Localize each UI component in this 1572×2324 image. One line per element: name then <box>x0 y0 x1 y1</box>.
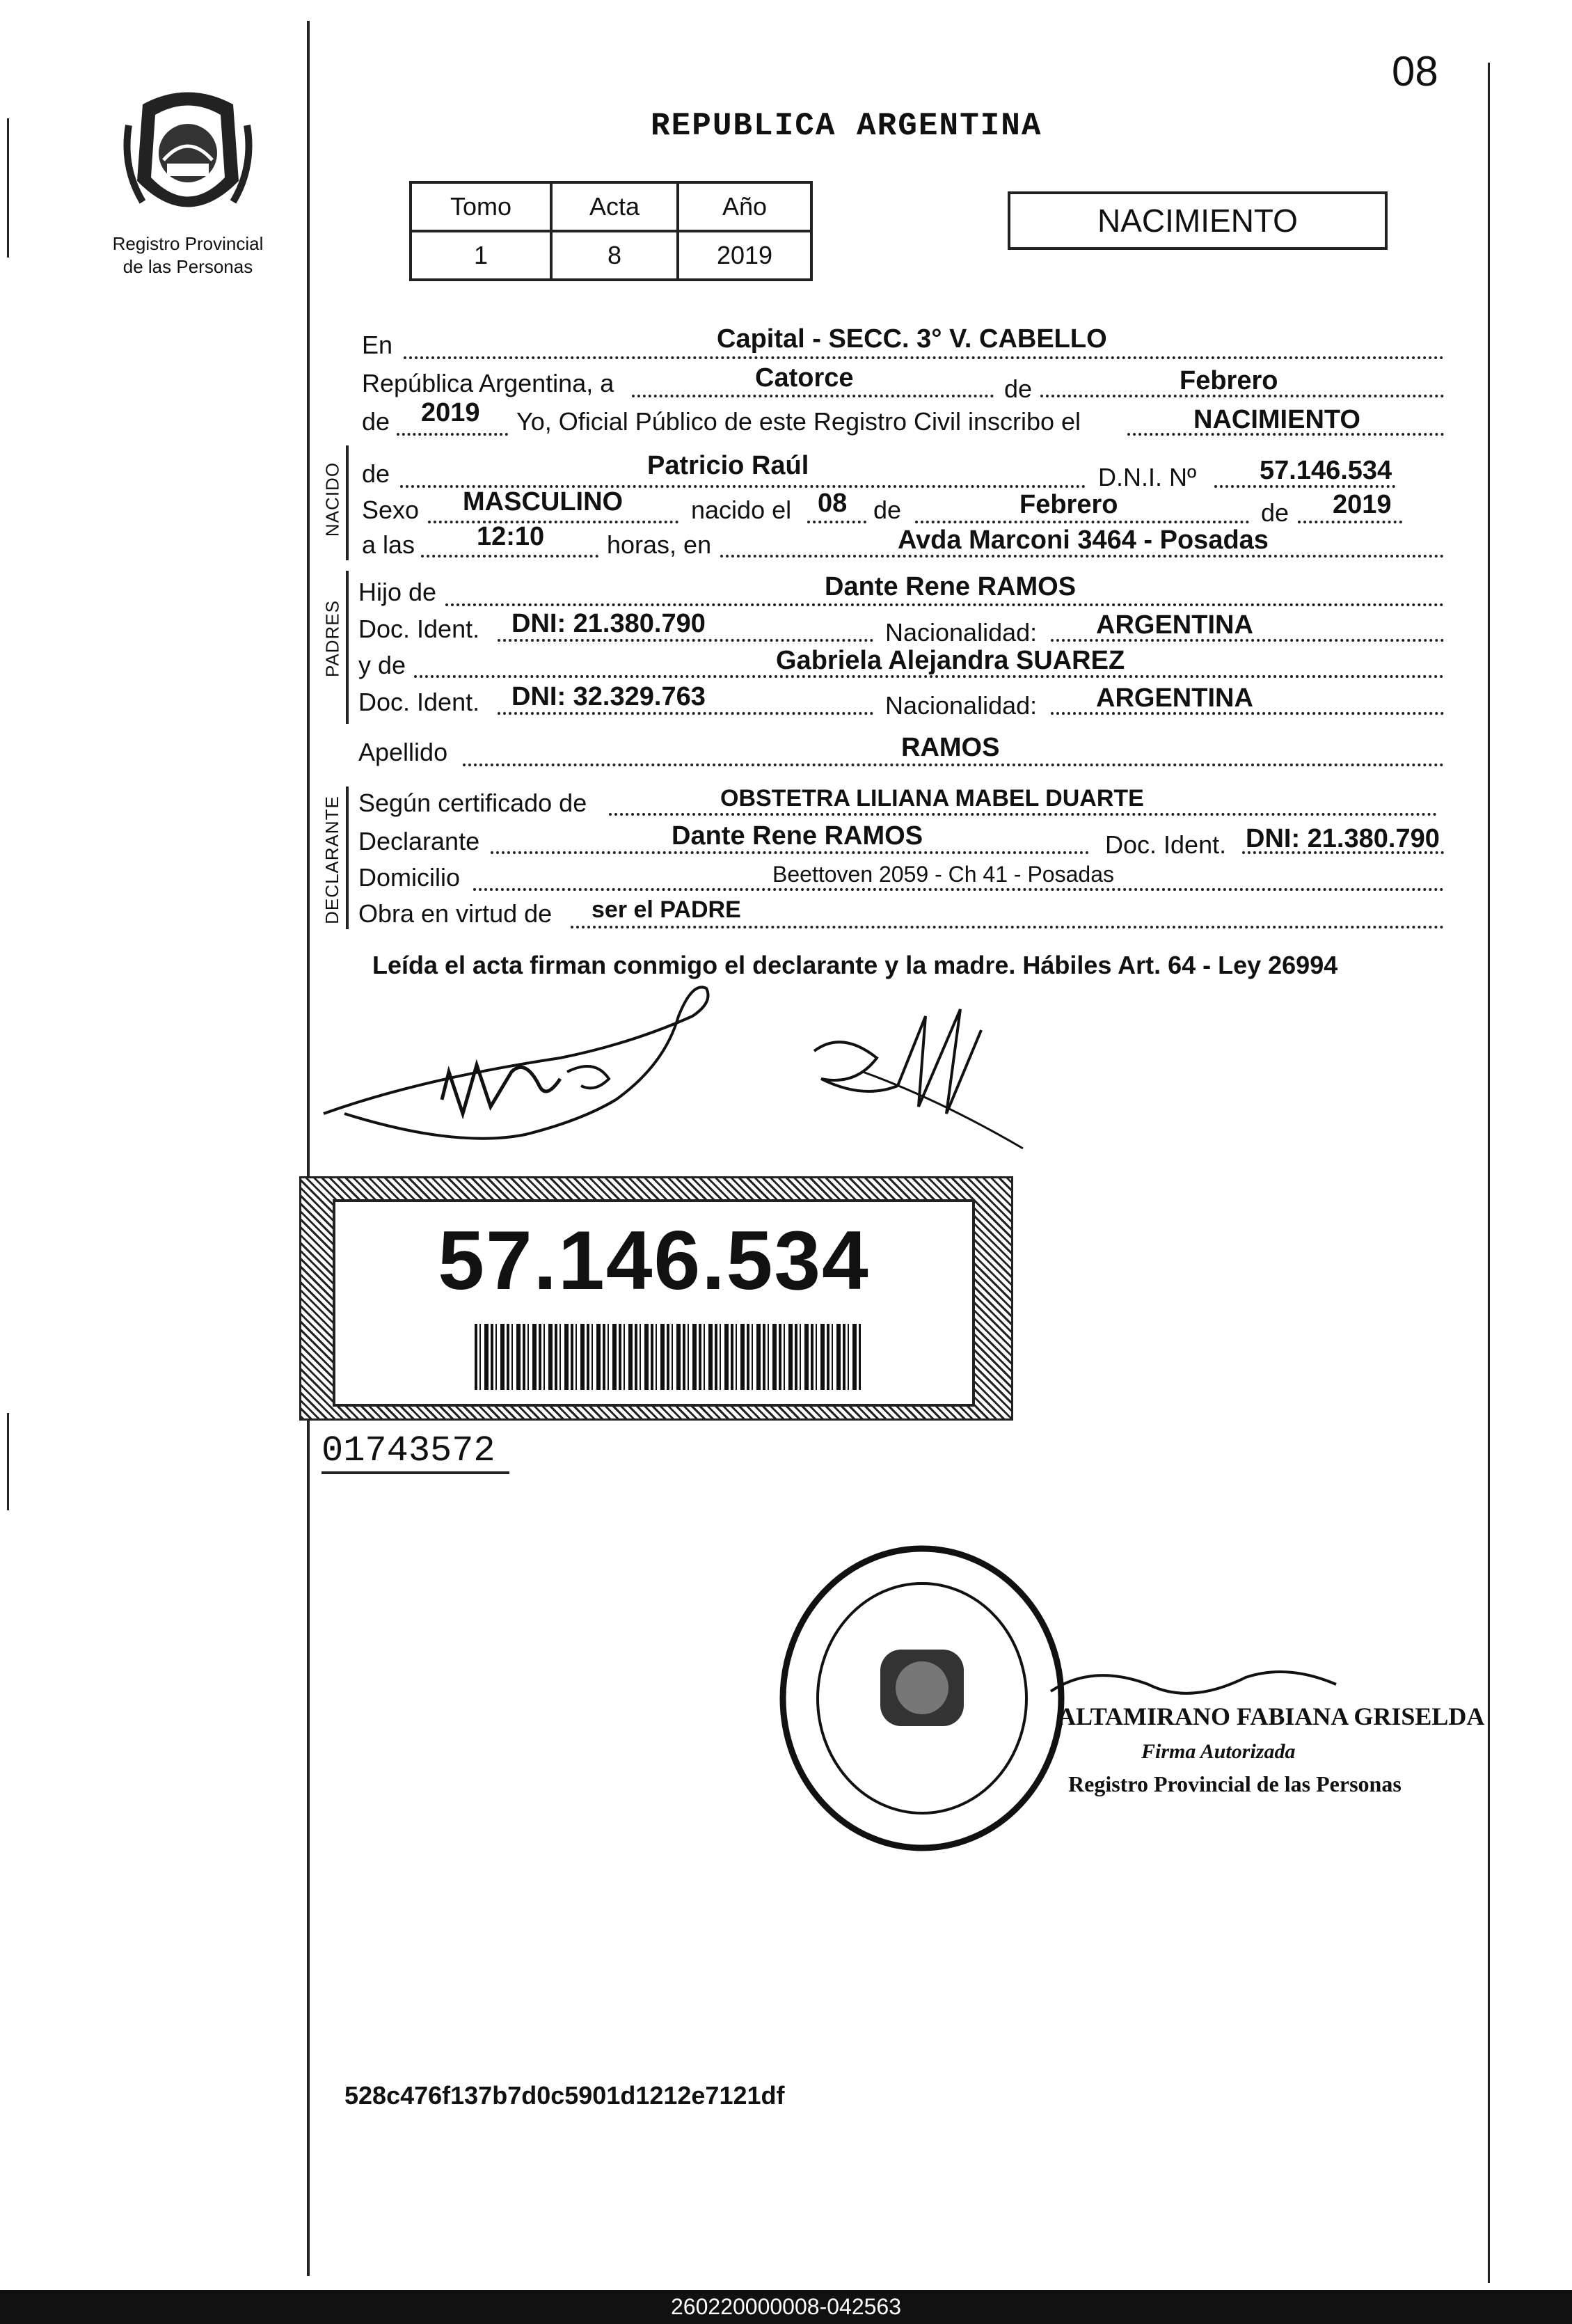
nac1-value: ARGENTINA <box>1096 610 1253 640</box>
sexo-value: MASCULINO <box>463 487 624 516</box>
footer-code: 260220000008-042563 <box>671 2294 901 2319</box>
en-value: Capital - SECC. 3° V. CABELLO <box>717 324 1107 354</box>
doc1-dots <box>498 639 873 642</box>
anio-dots <box>397 433 508 436</box>
doc1-label: Doc. Ident. <box>358 615 480 643</box>
logo-caption-line2: de las Personas <box>122 256 253 277</box>
table-value-anio: 2019 <box>678 231 811 280</box>
dni-label: D.N.I. Nº <box>1098 463 1197 491</box>
table-header-anio: Año <box>678 182 811 231</box>
nac2-label: Nacionalidad: <box>885 691 1038 720</box>
doc2-dots <box>498 712 873 715</box>
side-label-padres: PADRES <box>321 600 343 677</box>
right-border-line <box>1488 63 1490 2283</box>
nombre-label: de <box>362 459 390 488</box>
declarante-label: Declarante <box>358 827 480 855</box>
mes-value: Febrero <box>1180 366 1278 395</box>
alas-label: a las <box>362 530 415 559</box>
apellido-dots <box>463 764 1444 766</box>
closing-note: Leída el acta firman conmigo el declarante y la madre. Hábiles Art. 64 - Ley 26994 <box>372 951 1338 979</box>
en-dots <box>404 356 1444 359</box>
nac1-label: Nacionalidad: <box>885 618 1038 647</box>
page-number: 08 <box>1392 48 1438 95</box>
obra-label: Obra en virtud de <box>358 899 553 928</box>
header-title: REPUBLICA ARGENTINA <box>651 108 1042 144</box>
nac-dia-value: 08 <box>818 489 848 518</box>
nombre-value: Patricio Raúl <box>647 451 809 480</box>
official-stamp <box>776 1542 1068 1855</box>
dni-label-number: 57.146.534 <box>438 1214 870 1307</box>
record-type: NACIMIENTO <box>1097 203 1298 239</box>
table-value-tomo: 1 <box>411 231 551 280</box>
padre-dots <box>445 603 1444 606</box>
en-label: En <box>362 331 393 359</box>
record-table <box>409 181 813 281</box>
margin-line <box>307 21 310 2276</box>
republica-label: República Argentina, a <box>362 369 614 397</box>
declarant-signature <box>317 974 748 1155</box>
nac-de2-label: de <box>1261 498 1289 527</box>
left-edge-mark-2 <box>7 1413 9 1510</box>
hijo-label: Hijo de <box>358 578 437 606</box>
declarante-dots <box>491 851 1089 854</box>
decl-doc-value: DNI: 21.380.790 <box>1246 824 1440 853</box>
doc2-label: Doc. Ident. <box>358 688 480 716</box>
doc2-value: DNI: 32.329.763 <box>511 682 706 711</box>
dni-value: 57.146.534 <box>1260 456 1392 485</box>
domicilio-label: Domicilio <box>358 863 461 892</box>
authority-role: Firma Autorizada <box>1141 1740 1296 1763</box>
hora-value: 12:10 <box>477 522 545 551</box>
yde-label: y de <box>358 651 406 679</box>
side-label-nacido: NACIDO <box>321 461 343 537</box>
domicilio-dots <box>473 888 1444 891</box>
apellido-label: Apellido <box>358 738 448 766</box>
oficial-text: Yo, Oficial Público de este Registro Civil inscribo el <box>516 407 1081 436</box>
table-value-acta: 8 <box>551 231 678 280</box>
footer-bar <box>0 2290 1572 2324</box>
record-type-box <box>1008 191 1388 250</box>
left-edge-mark <box>7 118 9 258</box>
hash-code: 528c476f137b7d0c5901d1212e7121df <box>344 2081 785 2110</box>
authority-office: Registro Provincial de las Personas <box>1068 1771 1402 1796</box>
certificado-dots <box>609 813 1437 816</box>
lugar-value: Avda Marconi 3464 - Posadas <box>898 525 1269 555</box>
nac-anio-value: 2019 <box>1333 490 1392 519</box>
dni-label-inner <box>333 1199 975 1407</box>
apellido-value: RAMOS <box>901 733 1000 762</box>
certificado-value: OBSTETRA LILIANA MABEL DUARTE <box>720 785 1144 812</box>
nacido-el-label: nacido el <box>691 496 792 524</box>
declarante-value: Dante Rene RAMOS <box>672 821 923 851</box>
nac2-value: ARGENTINA <box>1096 683 1253 713</box>
declarante-bracket <box>346 786 349 929</box>
de-label: de <box>1004 374 1033 403</box>
nacido-bracket <box>346 445 349 560</box>
mother-signature <box>800 1002 1065 1162</box>
de2-label: de <box>362 407 390 436</box>
authority-name: ALTAMIRANO FABIANA GRISELDA <box>1058 1702 1485 1730</box>
table-header-tomo: Tomo <box>411 182 551 231</box>
sexo-dots <box>428 521 678 523</box>
anio-value: 2019 <box>421 398 480 427</box>
nac-de-label: de <box>873 496 902 524</box>
hora-dots <box>421 555 598 558</box>
barcode <box>475 1324 861 1390</box>
serial-number: 01743572 <box>321 1430 509 1474</box>
table-header-acta: Acta <box>551 182 678 231</box>
logo-caption-line1: Registro Provincial <box>112 233 264 254</box>
dni-barcode-label <box>299 1176 1013 1421</box>
nac-mes-value: Febrero <box>1019 490 1118 519</box>
nac-mes-dots <box>915 521 1249 523</box>
dia-dots <box>632 395 994 397</box>
domicilio-value: Beettoven 2059 - Ch 41 - Posadas <box>772 862 1114 887</box>
madre-value: Gabriela Alejandra SUAREZ <box>776 646 1125 675</box>
doc1-value: DNI: 21.380.790 <box>511 609 706 638</box>
dia-value: Catorce <box>755 363 854 393</box>
sexo-label: Sexo <box>362 496 420 524</box>
certificado-label: Según certificado de <box>358 789 587 817</box>
horas-en-label: horas, en <box>607 530 712 559</box>
obra-value: ser el PADRE <box>592 896 741 923</box>
padres-bracket <box>346 571 349 724</box>
nac-dia-dots <box>807 521 866 523</box>
province-logo <box>115 84 261 230</box>
side-label-declarante: DECLARANTE <box>321 796 342 924</box>
nac-anio-dots <box>1298 521 1402 523</box>
padre-value: Dante Rene RAMOS <box>825 572 1077 601</box>
decl-doc-label: Doc. Ident. <box>1105 830 1227 859</box>
obra-dots <box>571 926 1444 928</box>
inscribo-value: NACIMIENTO <box>1193 405 1360 434</box>
